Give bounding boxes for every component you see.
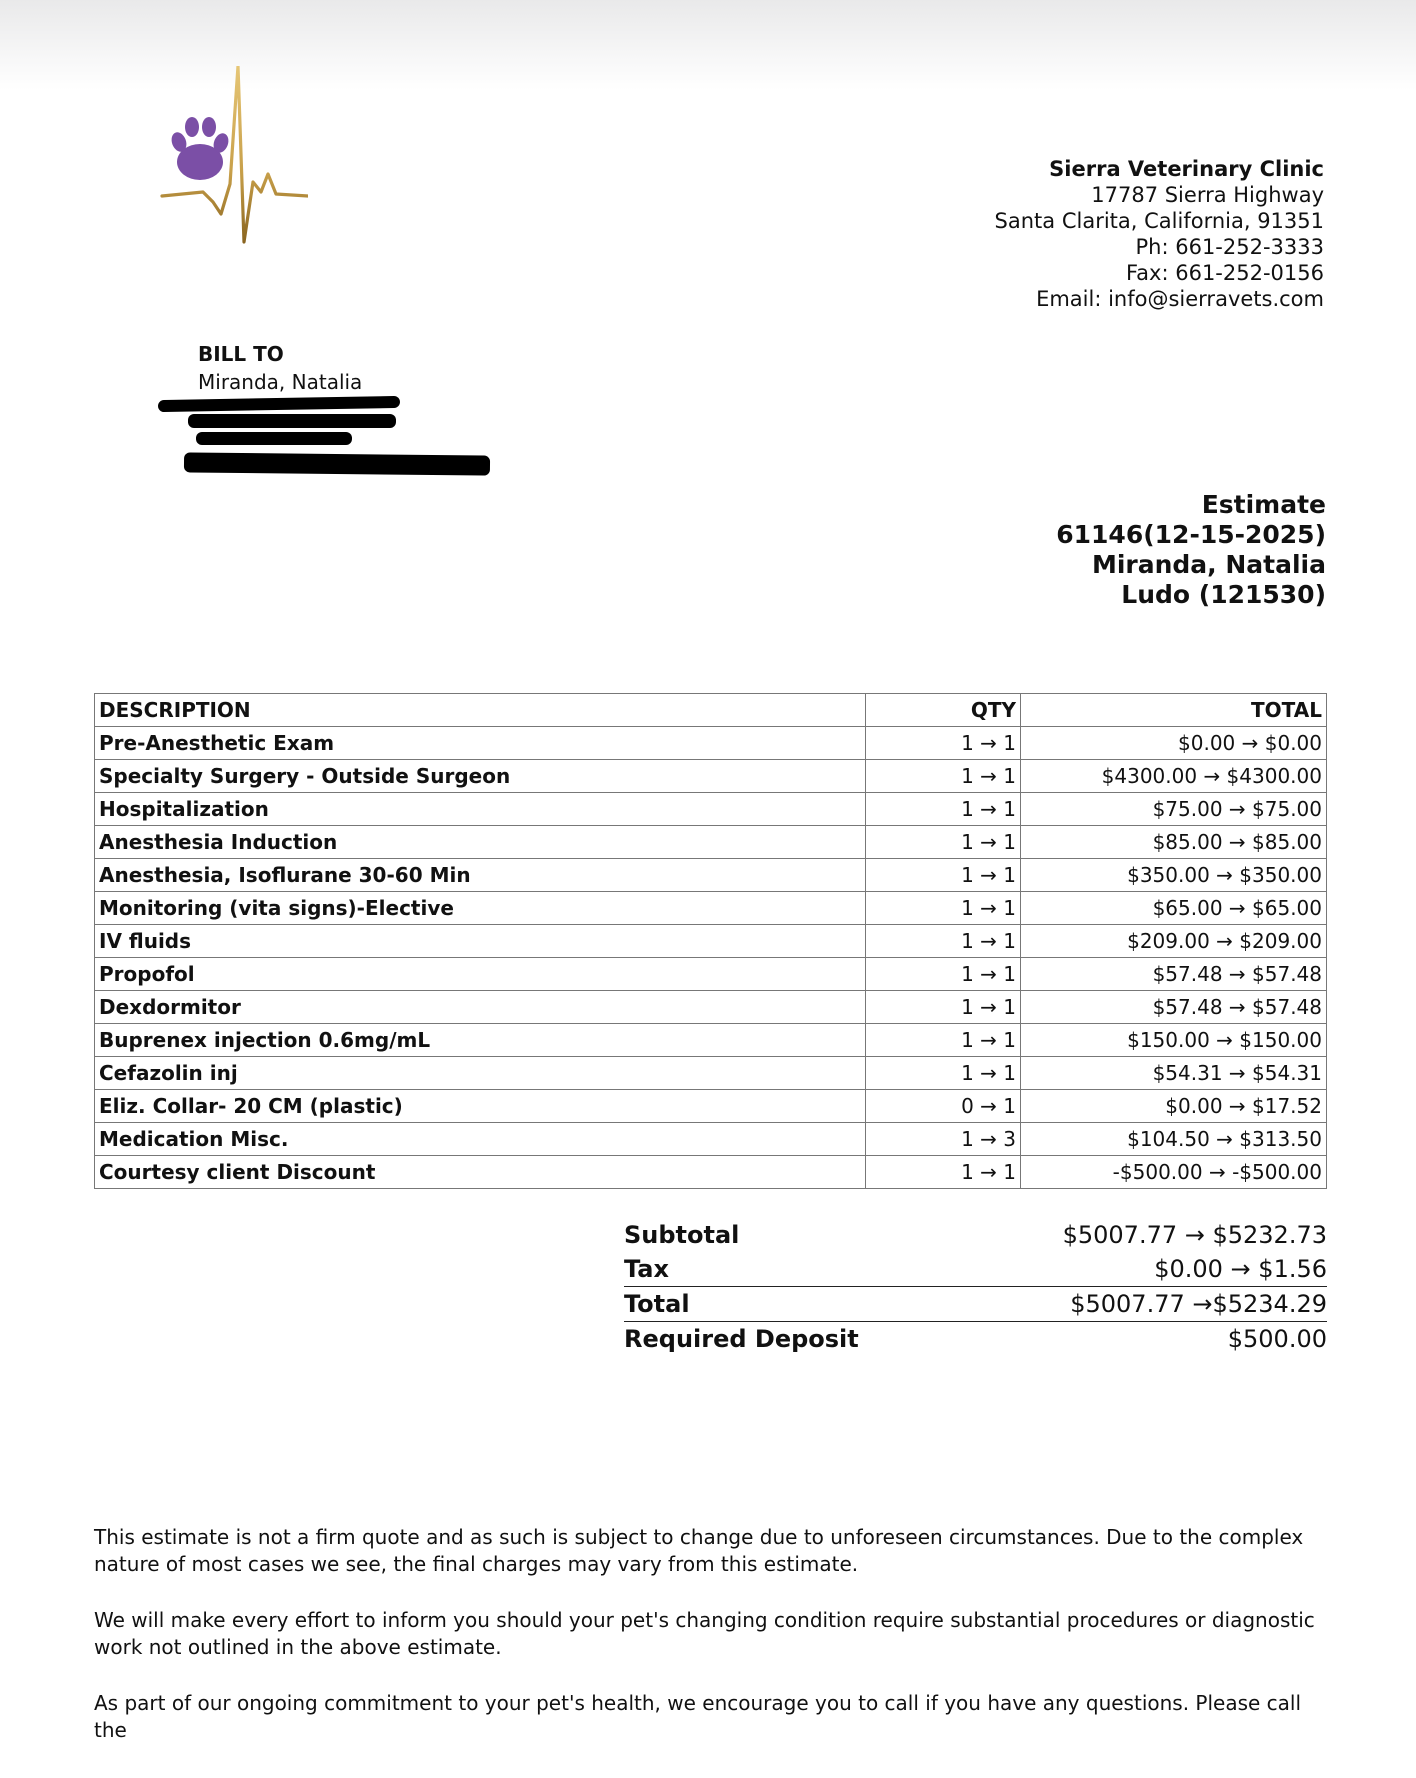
total-value: $5007.77 →$5234.29 <box>1070 1290 1327 1318</box>
clinic-email: Email: info@sierravets.com <box>1036 287 1324 311</box>
estimate-client: Miranda, Natalia <box>1091 550 1326 579</box>
clinic-phone: Ph: 661-252-3333 <box>1135 235 1324 259</box>
deposit-row <box>624 1321 1327 1356</box>
tax-row <box>624 1252 1327 1286</box>
item-description: Specialty Surgery - Outside Surgeon <box>95 760 866 793</box>
item-total: $85.00 → $85.00 <box>1021 826 1327 859</box>
table-header-row <box>95 694 1327 727</box>
column-header-description: DESCRIPTION <box>95 694 866 727</box>
item-qty: 1 → 1 <box>866 991 1021 1024</box>
item-description: Propofol <box>95 958 866 991</box>
table-row <box>95 958 1327 991</box>
redaction-mark <box>184 452 490 475</box>
estimate-title: Estimate <box>1201 490 1326 519</box>
clinic-fax: Fax: 661-252-0156 <box>1126 261 1324 285</box>
subtotal-label: Subtotal <box>624 1221 740 1249</box>
item-total: $4300.00 → $4300.00 <box>1021 760 1327 793</box>
column-header-total: TOTAL <box>1021 694 1327 727</box>
item-qty: 1 → 1 <box>866 859 1021 892</box>
bill-to-name: Miranda, Natalia <box>198 370 363 394</box>
clinic-name: Sierra Veterinary Clinic <box>1049 157 1324 181</box>
paw-heartbeat-icon <box>158 66 308 246</box>
item-qty: 0 → 1 <box>866 1090 1021 1123</box>
item-total: $0.00 → $0.00 <box>1021 727 1327 760</box>
column-header-qty: QTY <box>866 694 1021 727</box>
item-description: IV fluids <box>95 925 866 958</box>
subtotal-row <box>624 1218 1327 1252</box>
table-row <box>95 1024 1327 1057</box>
redaction-mark <box>188 414 396 428</box>
note-paragraph: We will make every effort to inform you should your pet's changing condition require substantial procedures or diagnostic work not outlined in the above estimate. <box>94 1608 1315 1659</box>
tax-label: Tax <box>624 1255 669 1283</box>
item-qty: 1 → 1 <box>866 727 1021 760</box>
table-row <box>95 991 1327 1024</box>
item-description: Courtesy client Discount <box>95 1156 866 1189</box>
tax-value: $0.00 → $1.56 <box>1154 1255 1327 1283</box>
deposit-label: Required Deposit <box>624 1325 859 1353</box>
item-qty: 1 → 1 <box>866 925 1021 958</box>
clinic-city: Santa Clarita, California, 91351 <box>994 209 1324 233</box>
item-description: Monitoring (vita signs)-Elective <box>95 892 866 925</box>
clinic-street: 17787 Sierra Highway <box>1091 183 1324 207</box>
item-qty: 1 → 1 <box>866 1156 1021 1189</box>
item-total: $57.48 → $57.48 <box>1021 991 1327 1024</box>
item-description: Medication Misc. <box>95 1123 866 1156</box>
bill-to-heading: BILL TO <box>198 342 284 366</box>
note-paragraph: This estimate is not a firm quote and as such is subject to change due to unforeseen circumstances. Due to the complex nature of most cases we see, the final charges may vary from this estimate. <box>94 1525 1304 1576</box>
item-description: Cefazolin inj <box>95 1057 866 1090</box>
bill-to-block <box>198 340 362 396</box>
estimate-patient: Ludo (121530) <box>1121 580 1326 609</box>
item-description: Anesthesia, Isoflurane 30-60 Min <box>95 859 866 892</box>
item-qty: 1 → 1 <box>866 958 1021 991</box>
deposit-value: $500.00 <box>1227 1325 1327 1353</box>
estimate-notes <box>94 1524 1334 1773</box>
item-qty: 1 → 1 <box>866 1057 1021 1090</box>
item-total: $75.00 → $75.00 <box>1021 793 1327 826</box>
item-total: $54.31 → $54.31 <box>1021 1057 1327 1090</box>
total-label: Total <box>624 1290 690 1318</box>
redaction-mark <box>158 396 400 412</box>
table-row <box>95 1090 1327 1123</box>
subtotal-value: $5007.77 → $5232.73 <box>1062 1221 1327 1249</box>
item-description: Buprenex injection 0.6mg/mL <box>95 1024 866 1057</box>
item-qty: 1 → 1 <box>866 760 1021 793</box>
item-description: Dexdormitor <box>95 991 866 1024</box>
totals-block <box>624 1218 1327 1356</box>
table-row <box>95 793 1327 826</box>
item-total: $104.50 → $313.50 <box>1021 1123 1327 1156</box>
item-qty: 1 → 1 <box>866 826 1021 859</box>
line-items-table <box>94 693 1327 1189</box>
redaction-mark <box>196 432 352 445</box>
item-total: $350.00 → $350.00 <box>1021 859 1327 892</box>
item-description: Hospitalization <box>95 793 866 826</box>
item-total: $65.00 → $65.00 <box>1021 892 1327 925</box>
clinic-address-block <box>995 156 1324 312</box>
table-row <box>95 727 1327 760</box>
item-total: $150.00 → $150.00 <box>1021 1024 1327 1057</box>
item-qty: 1 → 1 <box>866 892 1021 925</box>
table-row <box>95 1123 1327 1156</box>
item-description: Pre-Anesthetic Exam <box>95 727 866 760</box>
table-row <box>95 1057 1327 1090</box>
item-description: Eliz. Collar- 20 CM (plastic) <box>95 1090 866 1123</box>
item-total: $209.00 → $209.00 <box>1021 925 1327 958</box>
note-paragraph: As part of our ongoing commitment to your pet's health, we encourage you to call if you have any questions. Please call the <box>94 1691 1302 1742</box>
item-qty: 1 → 3 <box>866 1123 1021 1156</box>
table-row <box>95 760 1327 793</box>
item-qty: 1 → 1 <box>866 793 1021 826</box>
item-total: $0.00 → $17.52 <box>1021 1090 1327 1123</box>
table-row <box>95 859 1327 892</box>
item-total: $57.48 → $57.48 <box>1021 958 1327 991</box>
estimate-number: 61146(12-15-2025) <box>1056 520 1326 549</box>
estimate-header <box>1056 490 1326 610</box>
table-row <box>95 925 1327 958</box>
item-qty: 1 → 1 <box>866 1024 1021 1057</box>
item-total: -$500.00 → -$500.00 <box>1021 1156 1327 1189</box>
table-row <box>95 826 1327 859</box>
total-row <box>624 1286 1327 1321</box>
item-description: Anesthesia Induction <box>95 826 866 859</box>
table-row <box>95 1156 1327 1189</box>
table-row <box>95 892 1327 925</box>
